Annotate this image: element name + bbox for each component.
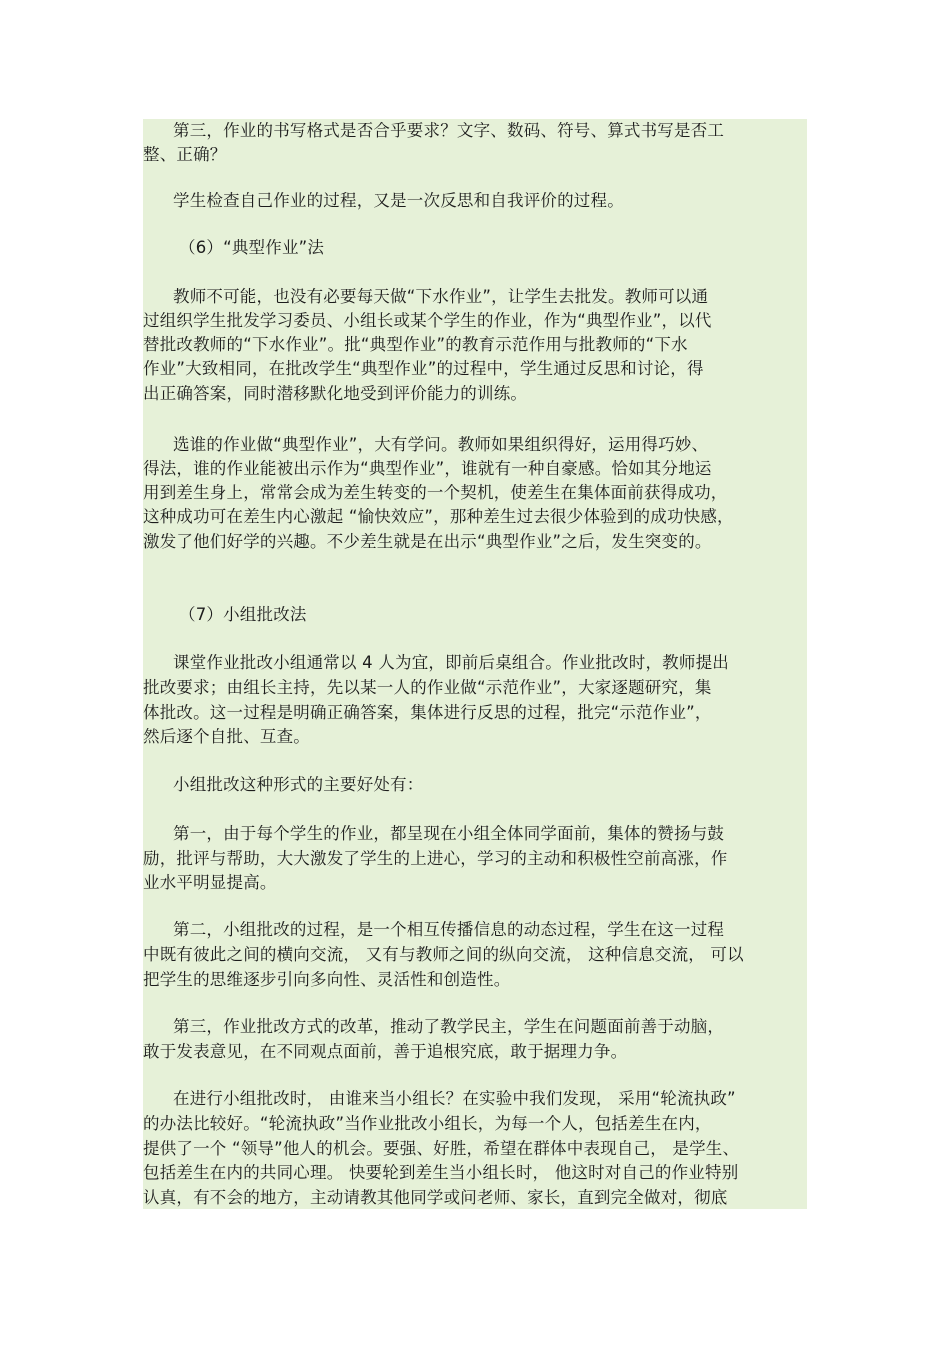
text-line: 认真，有不会的地方，主动请教其他同学或问老师、家长，直到完全做对，彻底 [143, 1188, 728, 1207]
text-line: 在进行小组批改时， 由谁来当小组长？在实验中我们发现， 采用“轮流执政” [173, 1089, 736, 1108]
text-line: 体批改。这一过程是明确正确答案，集体进行反思的过程，批完“示范作业”， [143, 703, 712, 722]
text-line: 励，批评与帮助，大大激发了学生的上进心，学习的主动和积极性空前高涨，作 [143, 849, 728, 868]
text-line: 用到差生身上，常常会成为差生转变的一个契机，使差生在集体面前获得成功， [143, 483, 728, 502]
text-line: 过组织学生批发学习委员、小组长或某个学生的作业，作为“典型作业”，以代 [143, 311, 712, 330]
section-heading: （7）小组批改法 [179, 605, 307, 624]
text-line: 选谁的作业做“典型作业”，大有学问。教师如果组织得好，运用得巧妙、 [173, 435, 709, 454]
text-line: 批改要求；由组长主持，先以某一人的作业做“示范作业”，大家逐题研究，集 [143, 678, 712, 697]
text-line: 提供了一个 “领导”他人的机会。要强、好胜，希望在群体中表现自己， 是学生、 [143, 1139, 740, 1158]
text-line: 第三，作业批改方式的改革，推动了教学民主，学生在问题面前善于动脑， [173, 1017, 725, 1036]
section-heading: （6）“典型作业”法 [179, 238, 325, 257]
text-line: 然后逐个自批、互查。 [143, 727, 310, 746]
text-line: 整、正确？ [143, 145, 227, 164]
text-line: 这种成功可在差生内心激起 “愉快效应”，那种差生过去很少体验到的成功快感， [143, 507, 734, 526]
text-line: 激发了他们好学的兴趣。不少差生就是在出示“典型作业”之后，发生突变的。 [143, 532, 712, 551]
text-line: 小组批改这种形式的主要好处有： [173, 775, 424, 794]
text-line: 第一，由于每个学生的作业，都呈现在小组全体同学面前，集体的赞扬与鼓 [173, 824, 725, 843]
document-text-panel [143, 119, 807, 1209]
text-line: 得法，谁的作业能被出示作为“典型作业”，谁就有一种自豪感。恰如其分地运 [143, 459, 712, 478]
text-line: 中既有彼此之间的横向交流， 又有与教师之间的纵向交流， 这种信息交流， 可以 [143, 945, 744, 964]
text-line: 课堂作业批改小组通常以 4 人为宜，即前后桌组合。作业批改时，教师提出 [173, 653, 729, 672]
text-line: 出正确答案，同时潜移默化地受到评价能力的训练。 [143, 384, 528, 403]
text-line: 敢于发表意见，在不同观点面前，善于追根究底，敢于据理力争。 [143, 1042, 628, 1061]
text-line: 作业”大致相同，在批改学生“典型作业”的过程中，学生通过反思和讨论，得 [143, 359, 704, 378]
text-line: 学生检查自己作业的过程，又是一次反思和自我评价的过程。 [173, 191, 624, 210]
text-line: 把学生的思维逐步引向多向性、灵活性和创造性。 [143, 970, 511, 989]
text-line: 业水平明显提高。 [143, 873, 277, 892]
text-line: 第二，小组批改的过程，是一个相互传播信息的动态过程，学生在这一过程 [173, 920, 725, 939]
text-line: 第三，作业的书写格式是否合乎要求？文字、数码、符号、算式书写是否工 [173, 121, 725, 140]
text-line: 替批改教师的“下水作业”。批“典型作业”的教育示范作用与批教师的“下水 [143, 335, 688, 354]
text-line: 包括差生在内的共同心理。 快要轮到差生当小组长时， 他这时对自己的作业特别 [143, 1163, 739, 1182]
text-line: 的办法比较好。“轮流执政”当作业批改小组长，为每一个人，包括差生在内， [143, 1114, 712, 1133]
text-line: 教师不可能，也没有必要每天做“下水作业”，让学生去批发。教师可以通 [173, 287, 709, 306]
